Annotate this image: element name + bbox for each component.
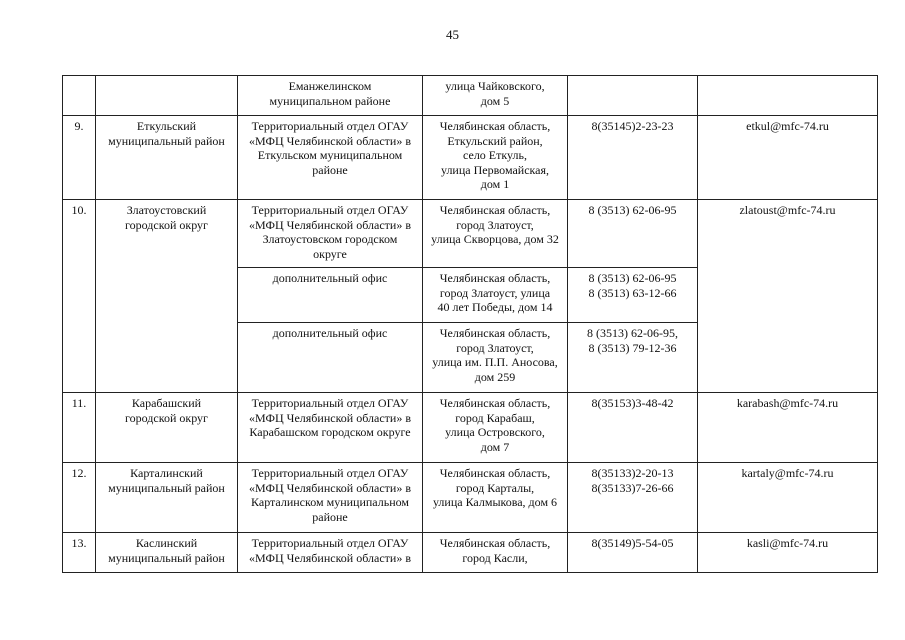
- department-cell: Еманжелинском муниципальном районе: [238, 76, 423, 116]
- department-cell: Территориальный отдел ОГАУ «МФЦ Челябинской области» в: [238, 533, 423, 573]
- table-row: [63, 463, 878, 533]
- address-cell: Челябинская область, город Златоуст, улица им. П.П. Аносова, дом 259: [423, 323, 568, 393]
- phone-cell: 8 (3513) 62-06-95, 8 (3513) 79-12-36: [568, 323, 698, 393]
- mfc-offices-table: [62, 75, 878, 573]
- address-cell: Челябинская область, Еткульский район, село Еткуль, улица Первомайская, дом 1: [423, 116, 568, 200]
- department-cell: дополнительный офис: [238, 323, 423, 393]
- phone-cell: 8(35133)2-20-13 8(35133)7-26-66: [568, 463, 698, 533]
- address-cell: улица Чайковского, дом 5: [423, 76, 568, 116]
- row-number: 9.: [63, 116, 96, 200]
- email-cell: [698, 76, 878, 116]
- phone-cell: 8 (3513) 62-06-95 8 (3513) 63-12-66: [568, 268, 698, 323]
- department-cell: дополнительный офис: [238, 268, 423, 323]
- district-cell: Карталинский муниципальный район: [96, 463, 238, 533]
- phone-cell: [568, 76, 698, 116]
- table-row: [63, 393, 878, 463]
- department-cell: Территориальный отдел ОГАУ «МФЦ Челябинской области» в Златоустовском городском округе: [238, 200, 423, 268]
- email-cell: etkul@mfc-74.ru: [698, 116, 878, 200]
- page-number: 45: [446, 27, 459, 42]
- department-cell: Территориальный отдел ОГАУ «МФЦ Челябинской области» в Карабашском городском округе: [238, 393, 423, 463]
- district-cell: Каслинский муниципальный район: [96, 533, 238, 573]
- phone-cell: 8 (3513) 62-06-95: [568, 200, 698, 268]
- address-cell: Челябинская область, город Златоуст, улица 40 лет Победы, дом 14: [423, 268, 568, 323]
- district-cell: [96, 76, 238, 116]
- phone-cell: 8(35153)3-48-42: [568, 393, 698, 463]
- table-row: [63, 200, 878, 268]
- address-cell: Челябинская область, город Карабаш, улица Островского, дом 7: [423, 393, 568, 463]
- district-cell: Еткульский муниципальный район: [96, 116, 238, 200]
- email-cell: karabash@mfc-74.ru: [698, 393, 878, 463]
- department-cell: Территориальный отдел ОГАУ «МФЦ Челябинской области» в Еткульском муниципальном районе: [238, 116, 423, 200]
- email-cell: kasli@mfc-74.ru: [698, 533, 878, 573]
- email-cell: zlatoust@mfc-74.ru: [698, 200, 878, 393]
- phone-cell: 8(35145)2-23-23: [568, 116, 698, 200]
- row-number: [63, 76, 96, 116]
- phone-cell: 8(35149)5-54-05: [568, 533, 698, 573]
- table-row: [63, 76, 878, 116]
- row-number: 13.: [63, 533, 96, 573]
- row-number: 12.: [63, 463, 96, 533]
- address-cell: Челябинская область, город Златоуст, улица Скворцова, дом 32: [423, 200, 568, 268]
- table-row: [63, 533, 878, 573]
- email-cell: kartaly@mfc-74.ru: [698, 463, 878, 533]
- district-cell: Златоустовский городской округ: [96, 200, 238, 393]
- district-cell: Карабашский городской округ: [96, 393, 238, 463]
- address-cell: Челябинская область, город Карталы, улица Калмыкова, дом 6: [423, 463, 568, 533]
- department-cell: Территориальный отдел ОГАУ «МФЦ Челябинской области» в Карталинском муниципальном районе: [238, 463, 423, 533]
- row-number: 10.: [63, 200, 96, 393]
- row-number: 11.: [63, 393, 96, 463]
- address-cell: Челябинская область, город Касли,: [423, 533, 568, 573]
- table-row: [63, 116, 878, 200]
